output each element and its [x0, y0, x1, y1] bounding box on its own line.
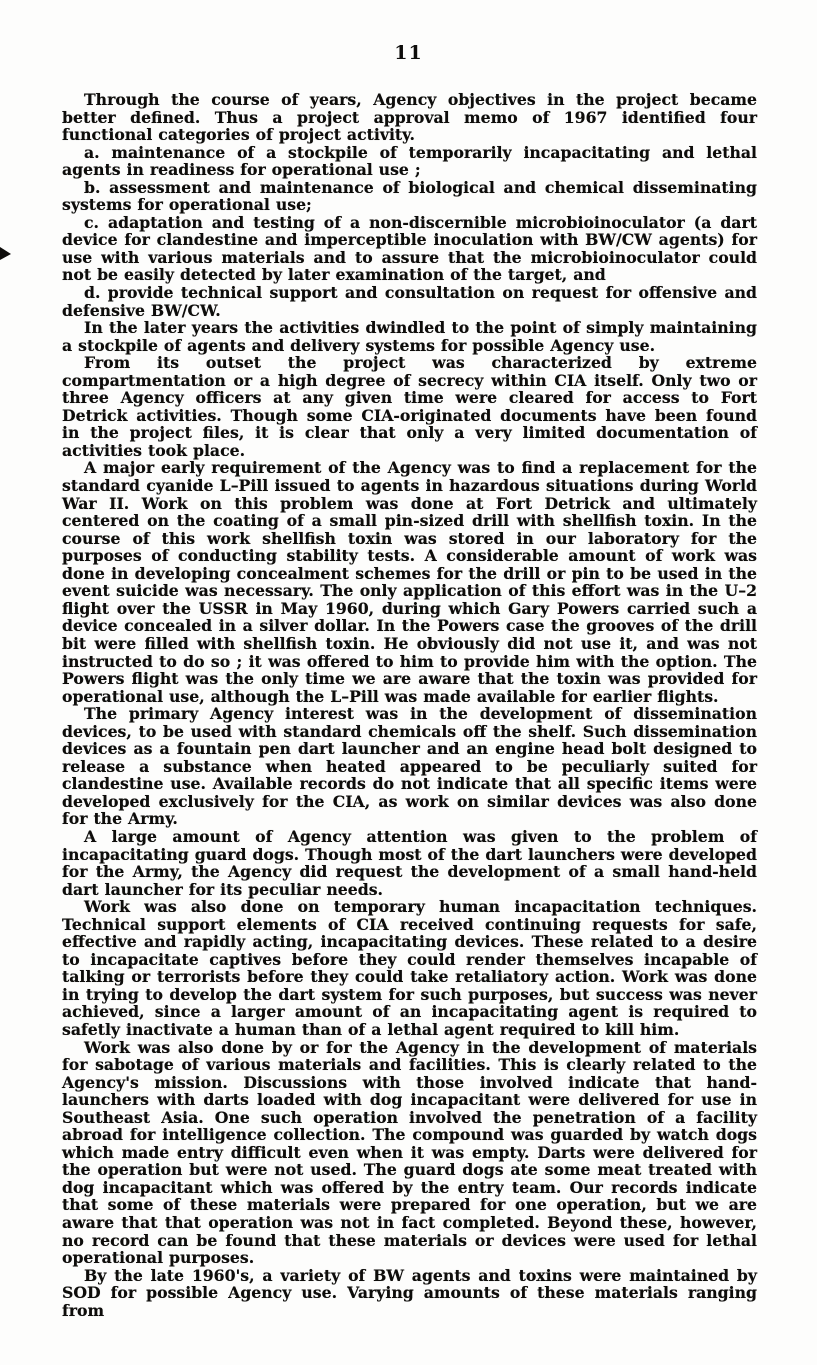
paragraph-later-years: In the later years the activities dwindled to the point of simply maintaining a stockpile of agents and delivery systems for possible Agency use.	[62, 318, 757, 355]
list-item-a: a. maintenance of a stockpile of temporarily incapacitating and lethal agents in readiness for operational use ;	[62, 142, 757, 180]
list-item-c: c. adaptation and testing of a non-discernible microbioinoculator (a dart device for clandestine and imperceptible inoculation with BW/CW agents) for use with various materials and to assure that the microbioinoculator could not be easily detected by later examination of the target, and	[62, 212, 757, 285]
paragraph-dissemination-devices: The primary Agency interest was in the development of dissemination devices, to be used with standard chemicals off the shelf. Such dissemination devices as a fountain pen dart launcher and an engine head bolt designed to release a substance when heated appeared to be peculiarly suited for clandestine use. Available records do not indicate that all specific items were developed exclusively for the CIA, as work on similar devices was also done for the Army.	[62, 704, 757, 829]
page-number: 11	[394, 42, 423, 64]
body-text	[62, 91, 757, 1319]
paragraph-lpill-u2: A major early requirement of the Agency was to find a replacement for the standard cyanide L–Pill issued to agents in hazardous situations during World War II. Work on this problem was done at Fort Detrick and ultimately centered on the coating of a small pin-sized drill with shellfish toxin. In the course of this work shellfish toxin was stored in our laboratory for the purposes of conducting stability tests. A considerable amount of work was done in developing concealment schemes for the drill or pin to be used in the event suicide was necessary. The only application of this effort was in the U–2 flight over the USSR in May 1960, during which Gary Powers carried such a device concealed in a silver dollar. In the Powers case the grooves of the drill bit were filled with shellfish toxin. He obviously did not use it, and was not instructed to do so ; it was offered to him to provide him with the option. The Powers flight was the only time we are aware that the toxin was provided for operational use, although the L–Pill was made available for earlier flights.	[62, 458, 757, 706]
ink-arrow-mark-icon	[0, 247, 11, 260]
list-item-b: b. assessment and maintenance of biological and chemical disseminating systems for operational use;	[62, 177, 757, 215]
paragraph-sabotage: Work was also done by or for the Agency in the development of materials for sabotage of various materials and facilities. This is clearly related to the Agency's mission. Discussions with those involved indicate that hand-launchers with darts loaded with dog incapacitant were delivered for use in Southeast Asia. One such operation involved the penetration of a facility abroad for intelligence collection. The compound was guarded by watch dogs which made entry difficult even when it was empty. Darts were delivered for the operation but were not used. The guard dogs ate some meat treated with dog incapacitant which was offered by the entry team. Our records indicate that some of these materials were prepared for one operation, but we are aware that that operation was not in fact completed. Beyond these, however, no record can be found that these materials or devices were used for lethal operational purposes.	[62, 1037, 757, 1268]
paragraph-compartmentation: From its outset the project was characterized by extreme compartmentation or a high degree of secrecy within CIA itself. Only two or three Agency officers at any given time were cleared for access to Fort Detrick activities. Though some CIA-originated documents have been found in the project files, it is clear that only a very limited documentation of activities took place.	[62, 353, 757, 460]
paragraph-intro: Through the course of years, Agency objectives in the project became better defined. Thus a project approval memo of 1967 identified four functional categories of project activity.	[62, 90, 757, 145]
paragraph-late-1960s: By the late 1960's, a variety of BW agents and toxins were maintained by SOD for possible Agency use. Varying amounts of these materials ranging from	[62, 1265, 757, 1320]
paragraph-guard-dogs: A large amount of Agency attention was given to the problem of incapacitating guard dogs. Though most of the dart launchers were developed for the Army, the Agency did request the development of a small hand-held dart launcher for its peculiar needs.	[62, 826, 757, 899]
list-item-d: d. provide technical support and consultation on request for offensive and defensive BW/CW.	[62, 283, 757, 320]
paragraph-human-incapacitation: Work was also done on temporary human incapacitation techniques. Technical support elements of CIA received continuing requests for safe, effective and rapidly acting, incapacitating devices. These related to a desire to incapacitate captives before they could render themselves incapable of talking or terrorists before they could take retaliatory action. Work was done in trying to develop the dart system for such purposes, but success was never achieved, since a larger amount of an incapacitating agent is required to safetly inactivate a human than of a lethal agent required to kill him.	[62, 897, 757, 1039]
